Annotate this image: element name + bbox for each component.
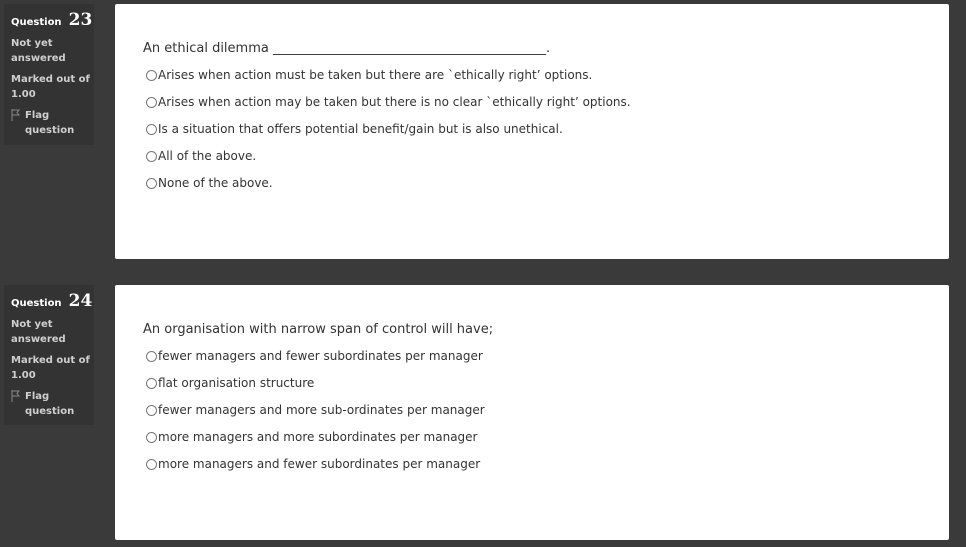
answer-option[interactable] <box>146 95 949 122</box>
answer-option-label: Is a situation that offers potential benefit/gain but is also unethical. <box>158 122 563 136</box>
flag-question-link[interactable] <box>11 108 94 138</box>
answer-option-label: Arises when action may be taken but there is no clear `ethically right’ options. <box>158 95 631 109</box>
answer-option-label: Arises when action must be taken but there are `ethically right’ options. <box>158 68 593 82</box>
flag-question-link[interactable] <box>11 389 94 419</box>
radio-unchecked-icon[interactable] <box>146 351 157 362</box>
question-card-23 <box>115 4 949 259</box>
question-state: Not yet answered <box>11 319 66 345</box>
radio-unchecked-icon[interactable] <box>146 378 157 389</box>
flag-question-label: Flag question <box>25 110 75 136</box>
question-card-24 <box>115 285 949 540</box>
radio-unchecked-icon[interactable] <box>146 70 157 81</box>
question-label: Question <box>11 17 62 28</box>
answer-option-label: fewer managers and more sub-ordinates per manager <box>158 403 485 417</box>
answer-option-label: All of the above. <box>158 149 257 163</box>
radio-unchecked-icon[interactable] <box>146 124 157 135</box>
question-grade: Marked out of 1.00 <box>11 355 90 381</box>
radio-unchecked-icon[interactable] <box>146 178 157 189</box>
answer-option-label: more managers and fewer subordinates per manager <box>158 457 481 471</box>
radio-unchecked-icon[interactable] <box>146 432 157 443</box>
question-info-23 <box>4 4 94 145</box>
radio-unchecked-icon[interactable] <box>146 459 157 470</box>
flag-icon <box>11 109 21 121</box>
question-info-24 <box>4 285 94 425</box>
answer-option[interactable] <box>146 403 949 430</box>
question-number-row <box>11 291 94 311</box>
radio-unchecked-icon[interactable] <box>146 405 157 416</box>
question-text: An ethical dilemma __________________________________________. <box>143 41 551 56</box>
answer-option-label: more managers and more subordinates per manager <box>158 430 478 444</box>
question-grade: Marked out of 1.00 <box>11 74 90 100</box>
question-number: 24 <box>68 291 93 311</box>
answer-option[interactable] <box>146 149 949 176</box>
answer-option[interactable] <box>146 349 949 376</box>
answer-option-label: flat organisation structure <box>158 376 315 390</box>
flag-icon <box>11 390 21 402</box>
question-label: Question <box>11 298 62 309</box>
question-number: 23 <box>68 10 93 30</box>
answer-option[interactable] <box>146 68 949 95</box>
answer-option-label: None of the above. <box>158 176 273 190</box>
answer-option[interactable] <box>146 176 949 203</box>
radio-unchecked-icon[interactable] <box>146 151 157 162</box>
answer-option[interactable] <box>146 430 949 457</box>
answer-option[interactable] <box>146 122 949 149</box>
radio-unchecked-icon[interactable] <box>146 97 157 108</box>
question-state: Not yet answered <box>11 38 66 64</box>
flag-question-label: Flag question <box>25 391 75 417</box>
answer-option[interactable] <box>146 457 949 484</box>
question-number-row <box>11 10 94 30</box>
question-text: An organisation with narrow span of control will have; <box>143 322 494 337</box>
answer-option-label: fewer managers and fewer subordinates per manager <box>158 349 483 363</box>
answer-option[interactable] <box>146 376 949 403</box>
